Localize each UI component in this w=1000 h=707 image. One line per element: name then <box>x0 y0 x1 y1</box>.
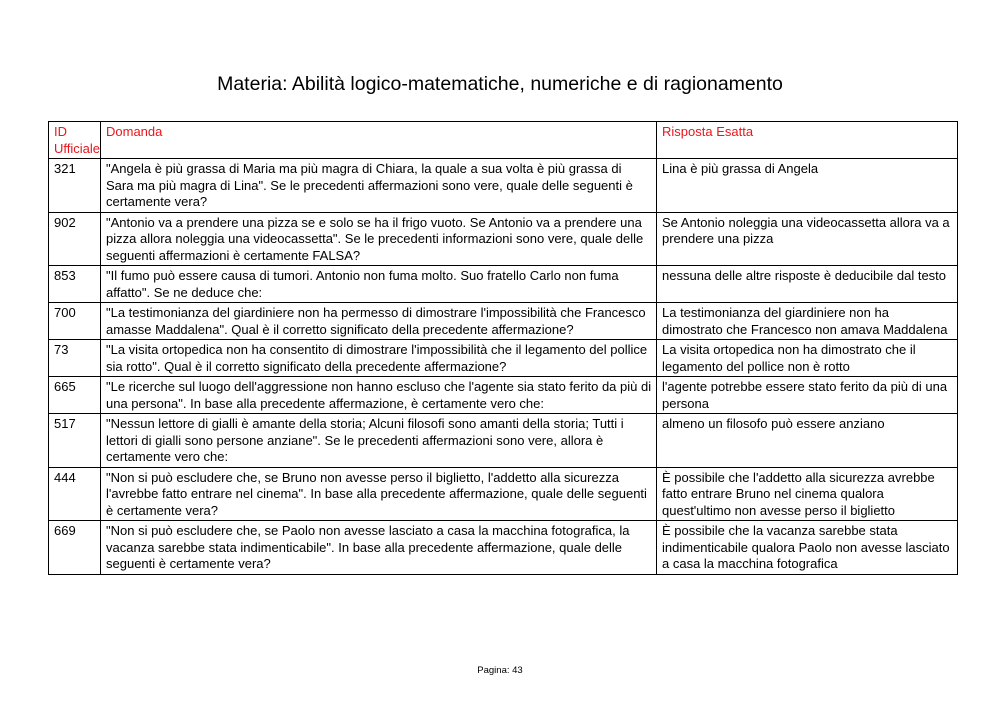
table-header-row <box>49 122 958 159</box>
row-answer: Se Antonio noleggia una videocassetta allora va a prendere una pizza <box>657 212 958 266</box>
row-id: 669 <box>49 521 101 575</box>
page-title: Materia: Abilità logico-matematiche, numeriche e di ragionamento <box>217 73 783 95</box>
header-risposta-esatta: Risposta Esatta <box>657 122 958 159</box>
row-question: "Il fumo può essere causa di tumori. Antonio non fuma molto. Suo fratello Carlo non fuma affatto". Se ne deduce che: <box>101 266 657 303</box>
row-answer: La testimonianza del giardiniere non ha dimostrato che Francesco non amava Maddalena <box>657 303 958 340</box>
row-answer: l'agente potrebbe essere stato ferito da più di una persona <box>657 377 958 414</box>
header-id-ufficiale <box>49 122 101 159</box>
header-id-line2: Ufficiale <box>54 140 101 156</box>
header-domanda: Domanda <box>101 122 657 159</box>
row-id: 517 <box>49 414 101 468</box>
table-row <box>49 377 958 414</box>
row-id: 321 <box>49 159 101 213</box>
row-answer: almeno un filosofo può essere anziano <box>657 414 958 468</box>
row-id: 700 <box>49 303 101 340</box>
table-row <box>49 266 958 303</box>
row-question: "Non si può escludere che, se Bruno non avesse perso il biglietto, l'addetto alla sicurezza l'avrebbe fatto entrare nel cinema". In base alla precedente affermazione, quale delle seguenti è certamente vera? <box>101 467 657 521</box>
table-row <box>49 303 958 340</box>
row-id: 665 <box>49 377 101 414</box>
row-answer: La visita ortopedica non ha dimostrato che il legamento del pollice non è rotto <box>657 340 958 377</box>
page-footer <box>0 665 1000 677</box>
row-question: "La testimonianza del giardiniere non ha permesso di dimostrare l'impossibilità che Francesco amasse Maddalena". Qual è il corretto significato della precedente affermazione? <box>101 303 657 340</box>
table-row <box>49 414 958 468</box>
row-question: "Nessun lettore di gialli è amante della storia; Alcuni filosofi sono amanti della storia; Tutti i lettori di gialli sono persone anziane". Se le precedenti affermazioni sono vere, allora è certamente vero che: <box>101 414 657 468</box>
row-question: "Non si può escludere che, se Paolo non avesse lasciato a casa la macchina fotografica, la vacanza sarebbe stata indimenticabile". In base alla precedente affermazione, quale delle seguenti è certamente vera? <box>101 521 657 575</box>
table-row <box>49 212 958 266</box>
table-row <box>49 521 958 575</box>
row-answer: È possibile che la vacanza sarebbe stata indimenticabile qualora Paolo non avesse lasciato a casa la macchina fotografica <box>657 521 958 575</box>
row-id: 902 <box>49 212 101 266</box>
row-id: 444 <box>49 467 101 521</box>
table-row <box>49 340 958 377</box>
questions-table <box>48 121 958 575</box>
footer-page-label: Pagina: <box>477 665 510 676</box>
row-answer: Lina è più grassa di Angela <box>657 159 958 213</box>
header-id-line1: ID <box>54 124 67 139</box>
table-row <box>49 159 958 213</box>
row-answer: nessuna delle altre risposte è deducibile dal testo <box>657 266 958 303</box>
row-answer: È possibile che l'addetto alla sicurezza avrebbe fatto entrare Bruno nel cinema qualora quest'ultimo non avesse perso il biglietto <box>657 467 958 521</box>
row-question: "Le ricerche sul luogo dell'aggressione non hanno escluso che l'agente sia stato ferito da più di una persona". In base alla precedente affermazione, è certamente vero che: <box>101 377 657 414</box>
row-question: "La visita ortopedica non ha consentito di dimostrare l'impossibilità che il legamento del pollice sia rotto". Qual è il corretto significato della precedente affermazione? <box>101 340 657 377</box>
row-question: "Angela è più grassa di Maria ma più magra di Chiara, la quale a sua volta è più grassa di Sara ma più magra di Lina". Se le precedenti affermazioni sono vere, quale delle seguenti è certamente vera? <box>101 159 657 213</box>
row-question: "Antonio va a prendere una pizza se e solo se ha il frigo vuoto. Se Antonio va a prendere una pizza allora noleggia una videocassetta". Se le precedenti informazioni sono vere, quale delle seguenti affermazioni è certamente FALSA? <box>101 212 657 266</box>
footer-page-number: 43 <box>512 665 523 676</box>
row-id: 853 <box>49 266 101 303</box>
row-id: 73 <box>49 340 101 377</box>
table-row <box>49 467 958 521</box>
